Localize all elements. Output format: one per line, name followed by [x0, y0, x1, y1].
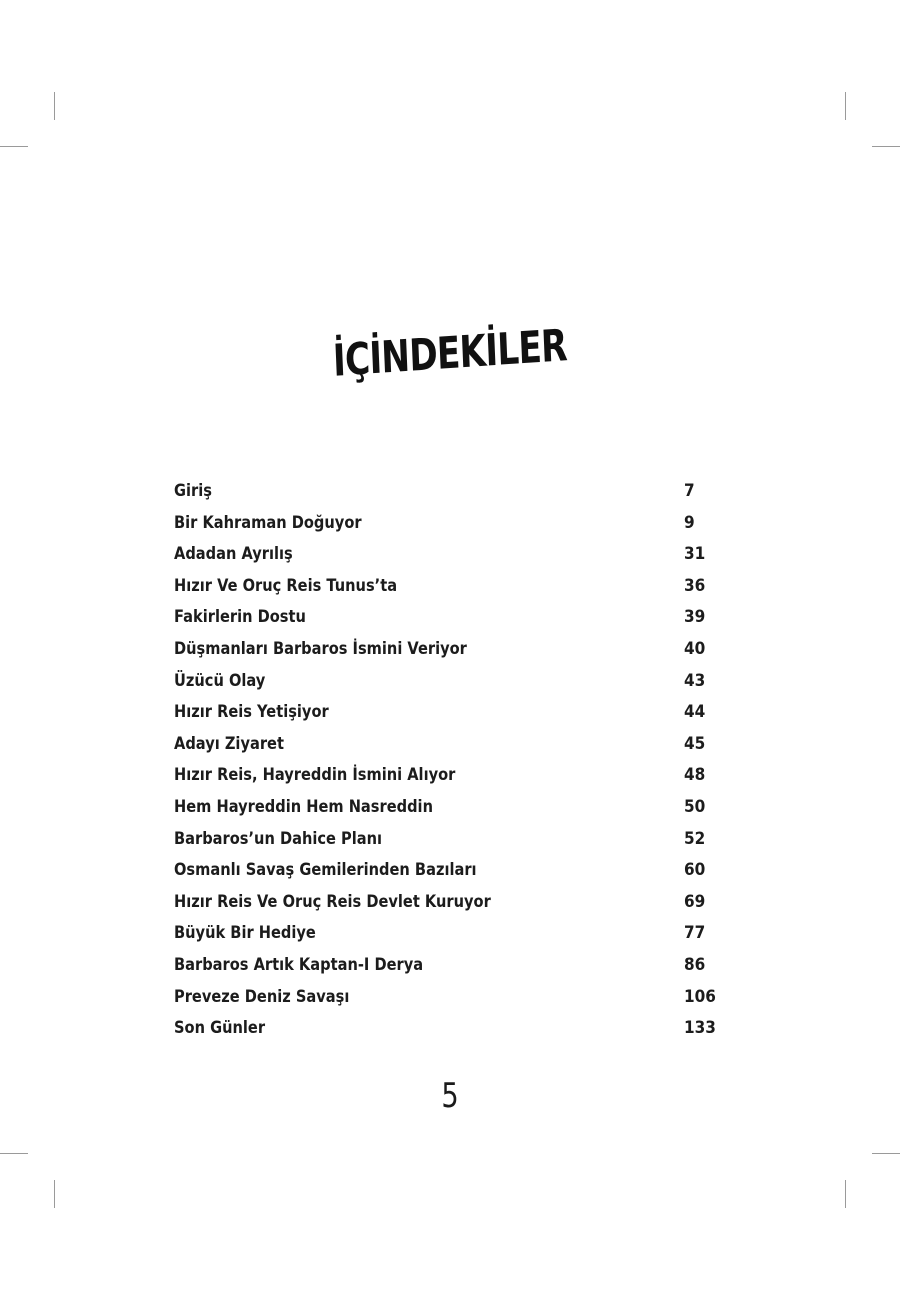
crop-mark-bottom-right-horizontal [872, 1153, 900, 1154]
toc-entry-title: Preveze Deniz Savaşı [174, 986, 350, 1007]
toc-entry-page: 45 [684, 733, 706, 754]
toc-entry [174, 634, 734, 666]
toc-entry-title: Hızır Reis, Hayreddin İsmini Alıyor [174, 765, 456, 786]
toc-entry-title: Büyük Bir Hediye [174, 923, 316, 944]
toc-entry-title: Adadan Ayrılış [174, 544, 293, 565]
toc-entry-title: Son Günler [174, 1018, 266, 1039]
toc-entry-page: 69 [684, 891, 706, 912]
toc-entry-page: 106 [684, 986, 716, 1007]
toc-entry-page: 31 [684, 544, 706, 565]
toc-entry [174, 824, 734, 856]
toc-entry [174, 792, 734, 824]
toc-entry-title: Adayı Ziyaret [174, 733, 284, 754]
toc-entry-page: 50 [684, 796, 706, 817]
toc-entry-page: 77 [684, 923, 706, 944]
crop-mark-bottom-left-horizontal [0, 1153, 28, 1154]
toc-entry [174, 476, 734, 508]
toc-entry-page: 133 [684, 1018, 716, 1039]
toc-heading: İÇİNDEKİLER [331, 320, 568, 387]
toc-entry [174, 571, 734, 603]
toc-entry-page: 36 [684, 575, 706, 596]
toc-entry-title: Fakirlerin Dostu [174, 607, 306, 628]
toc-entry [174, 918, 734, 950]
toc-entry-page: 60 [684, 860, 706, 881]
toc-entry [174, 982, 734, 1014]
toc-entry-page: 7 [684, 481, 695, 501]
toc-entry-title: Hızır Reis Yetişiyor [174, 702, 329, 723]
toc-entry-title: Barbaros Artık Kaptan-I Derya [174, 954, 424, 975]
crop-mark-bottom-left-vertical [54, 1180, 55, 1208]
toc-entry-title: Hem Hayreddin Hem Nasreddin [174, 796, 433, 817]
toc-entry [174, 666, 734, 698]
toc-entry-title: Bir Kahraman Doğuyor [174, 512, 362, 533]
toc-entry [174, 760, 734, 792]
toc-entry [174, 887, 734, 919]
page-number: 5 [441, 1076, 459, 1116]
toc-entry-page: 9 [684, 512, 695, 533]
toc-entry-title: Hızır Reis Ve Oruç Reis Devlet Kuruyor [174, 891, 491, 912]
crop-mark-top-left-horizontal [0, 146, 28, 147]
toc-entry-title: Osmanlı Savaş Gemilerinden Bazıları [174, 860, 477, 881]
crop-mark-top-left-vertical [54, 92, 55, 120]
toc-entry-title: Hızır Ve Oruç Reis Tunus’ta [174, 575, 398, 596]
toc-entry-title: Barbaros’un Dahice Planı [174, 828, 383, 849]
toc-entry [174, 950, 734, 982]
toc-entry-title: Üzücü Olay [174, 670, 266, 691]
toc-entry [174, 1013, 734, 1045]
toc-entry [174, 855, 734, 887]
toc-entry-title: Düşmanları Barbaros İsmini Veriyor [174, 638, 467, 659]
toc-entry [174, 697, 734, 729]
toc-entry [174, 539, 734, 571]
toc-entry [174, 602, 734, 634]
toc-entry-page: 86 [684, 954, 706, 975]
toc-entry-title: Giriş [174, 481, 212, 501]
toc-entry-page: 44 [684, 702, 706, 723]
toc-entry-page: 48 [684, 765, 706, 786]
toc-entry-page: 52 [684, 828, 706, 849]
crop-mark-bottom-right-vertical [845, 1180, 846, 1208]
toc-entry [174, 508, 734, 540]
toc-entry-page: 39 [684, 607, 706, 628]
table-of-contents [174, 476, 734, 1045]
toc-entry [174, 729, 734, 761]
crop-mark-top-right-vertical [845, 92, 846, 120]
toc-entry-page: 43 [684, 670, 706, 691]
crop-mark-top-right-horizontal [872, 146, 900, 147]
toc-entry-page: 40 [684, 638, 706, 659]
